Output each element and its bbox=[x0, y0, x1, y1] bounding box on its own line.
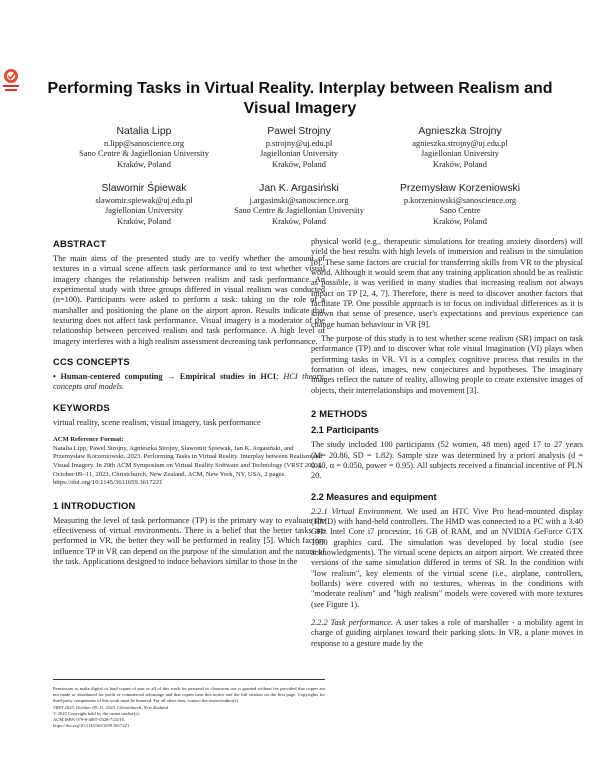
reference-text: Natalia Lipp, Pawel Strojny, Agnieszka Strojny, Slawomir Śpiewak, Jan K. Argasiński, and Przemysław Korzeniowski. 2023. Performing Tasks in Virtual Reality. Interplay between Realism and Visual Imagery. In 29th ACM Symposium on Virtual Reality Software and Technology (VRST 2023), October 09–11, 2023, Christchurch, New Zealand. ACM, New York, NY, USA, 2 pages. https://doi.org/10.1145/3611659.3617221 bbox=[53, 444, 323, 487]
abstract-heading: ABSTRACT bbox=[53, 238, 107, 249]
right-column bbox=[311, 237, 583, 649]
participants-text: The study included 100 participants (52 women, 48 men) aged 17 to 27 years (M= 20.86, SD = 1.82). Sample size was determined by a priori analysis (d = 0.40, α = 0.050, power = 0.95). All subjects received a financial incentive of PLN 20. bbox=[311, 440, 583, 481]
author-email[interactable]: agnieszka.strojny@uj.edu.pl bbox=[412, 139, 508, 148]
left-column bbox=[53, 238, 325, 567]
ccs-primary: • Human-centered computing → Empirical studies in HCI bbox=[53, 372, 277, 382]
author-location: Kraków, Poland bbox=[433, 216, 487, 226]
virtual-environment-text bbox=[311, 507, 583, 610]
doi-link[interactable]: https://doi.org/10.1145/3611659.3617221 bbox=[53, 723, 130, 729]
acm-reference bbox=[53, 436, 325, 488]
author-affiliation: Jagiellonian University bbox=[260, 149, 338, 159]
author-affiliation: Jagiellonian University bbox=[421, 149, 499, 159]
ve-label: 2.2.1 Virtual Environment. bbox=[311, 506, 403, 516]
venue-line: VRST 2023, October 09–11, 2023, Christchurch, New Zealand bbox=[53, 704, 168, 710]
author-location: Kraków, Poland bbox=[117, 159, 171, 169]
author-location: Kraków, Poland bbox=[272, 216, 326, 226]
measures-heading: 2.2 Measures and equipment bbox=[311, 491, 437, 502]
author-location: Kraków, Poland bbox=[272, 159, 326, 169]
copyright-footnote bbox=[53, 679, 325, 729]
author-block bbox=[360, 125, 560, 170]
isbn-line: ACM ISBN 979-8-4007-0328-7/23/10. bbox=[53, 717, 126, 723]
author-email[interactable]: p.korzeniowski@sanoscience.org bbox=[403, 196, 517, 205]
ccs-text bbox=[53, 372, 325, 393]
author-name: Jan K. Argasiński bbox=[259, 183, 339, 194]
copyright-line: © 2023 Copyright held by the owner/author(s). bbox=[53, 710, 140, 716]
keywords-text: virtual reality, scene realism, visual imagery, task performance bbox=[53, 417, 261, 427]
intro-heading: 1 INTRODUCTION bbox=[53, 499, 136, 511]
tp-body: A user takes a role of marshaller - a mobility agent in charge of guiding airplanes toward their parking slots. In VR, a plane moves in response to a gesture made by the bbox=[311, 617, 583, 648]
keywords-heading: KEYWORDS bbox=[53, 401, 110, 413]
ve-body: We used an HTC Vive Pro head-mounted display (HMD) with hand-held controllers. The HMD was connected to a PC with a 3.40 GHz Intel Core i7 processor, 16 GB of RAM, and an NVIDIA GeForce GTX 1080 graphics card. The simulation was developed by local studio (see acknowledgments). The virtual scene depicts an airport airport. We created three versions of the same simulation differed in terms of SR. In the condition with "low realism", key elements of the virtual scene (i.e., airplane, controllers, bollards) were covered with no textures, whereas in the conditions with "moderate realism" and "high realism" models were covered with more textures (see Figure 1). bbox=[311, 506, 583, 609]
author-name: Agnieszka Strojny bbox=[418, 126, 502, 137]
purpose-text: The purpose of this study is to test whether scene realism (SR) impact on task performance (TP) and to discover what role visual imagination (VI) plays when performing tasks in VR. VI is a complex cognitive process that results in the formation of ideas, images, new conjectures and hypotheses. The imaginary images reflect the nature of reality, allowing people to create extensive images of objects, their interrelationships and movement [3]. bbox=[311, 334, 583, 395]
ccs-secondary: ; HCI theory, concepts and models. bbox=[53, 372, 325, 392]
methods-heading: 2 METHODS bbox=[311, 408, 368, 420]
author-block bbox=[360, 182, 560, 227]
ccs-heading: CCS CONCEPTS bbox=[53, 356, 130, 368]
author-name: Slawomir Śpiewak bbox=[101, 183, 187, 194]
author-email[interactable]: slawomir.spiewak@uj.edu.pl bbox=[95, 196, 193, 205]
author-email[interactable]: p.strojny@uj.edu.pl bbox=[265, 139, 333, 148]
intro-text: Measuring the level of task performance (TP) is the primary way to evaluate the effectiveness of virtual environments. There is a belief that the better tasks are performed in VR, the better they will be performed in reality [5]. Which factors influence TP in VR can depend on the purpose of the simulation and the nature of the task. Applications designed to induce behaviors similar to those in the bbox=[53, 515, 325, 567]
author-affiliation: Sano Centre bbox=[439, 206, 481, 216]
author-name: Natalia Lipp bbox=[116, 126, 172, 137]
author-name: Przemysław Korzeniowski bbox=[399, 183, 521, 194]
author-location: Kraków, Poland bbox=[117, 216, 171, 226]
intro-continued-text: physical world (e.g., therapeutic simulations for treating anxiety disorders) will yield the best results with high levels of immersion and realism in the simulation [8]. These same factors are crucial for transferring skills from VR to the physical world. Although it would seem that any training application should be as realistic as possible, it was verified in many studies that increasing realism not always impact on TP [2, 4, 7]. Therefore, there is need to discover another factors that facilitate TP. One possible approach is to focus on individual differences as it is known that sense of presence, user's expectations and previous experience can change human behaviour in VR [9]. bbox=[311, 237, 583, 329]
author-affiliation: Sano Centre & Jagiellonian University bbox=[79, 149, 209, 159]
tp-label: 2.2.2 Task performance. bbox=[311, 617, 394, 627]
paper-title: Performing Tasks in Virtual Reality. Interplay between Realism and Visual Imagery bbox=[47, 80, 553, 117]
author-email[interactable]: j.argasinski@sanoscience.org bbox=[249, 196, 349, 205]
author-email[interactable]: n.lipp@sanoscience.org bbox=[103, 139, 185, 148]
participants-heading: 2.1 Participants bbox=[311, 425, 379, 436]
author-affiliation: Jagiellonian University bbox=[105, 206, 183, 216]
author-affiliation: Sano Centre & Jagiellonian University bbox=[234, 206, 364, 216]
author-name: Pawel Strojny bbox=[267, 126, 331, 137]
check-for-updates-badge[interactable] bbox=[2, 68, 20, 94]
author-location: Kraków, Poland bbox=[433, 159, 487, 169]
permission-text: Permission to make digital or hard copies of part or all of this work for personal or classroom use is granted without fee provided that copies are not made or distributed for profit or commercial advantage and that copies bear this notice and the full citation on the first page. Copyrights for third-party components of this work must be honored. For all other uses, contact the owner/author(s). bbox=[53, 686, 325, 704]
abstract-text: The main aims of the presented study are to verify whether the amount of textures in a virtual scene affects task performance and to test whether visual imagery changes the relationship between realism and task performance. An experimental study with three groups differed in visual realism was conducted (n=100). Participants were asked to perform a task: taking on the role of a marshaller and positioning the plane on the airport apron. Results indicate that texturing does not affect task performance. Visual imagery is a moderator of the relationship between perceived realism and task performance. A high level of imagery interferes with a high realism assessment decreasing task performance. bbox=[53, 254, 325, 346]
reference-heading: ACM Reference Format: bbox=[53, 436, 124, 444]
task-performance-text bbox=[311, 618, 583, 649]
